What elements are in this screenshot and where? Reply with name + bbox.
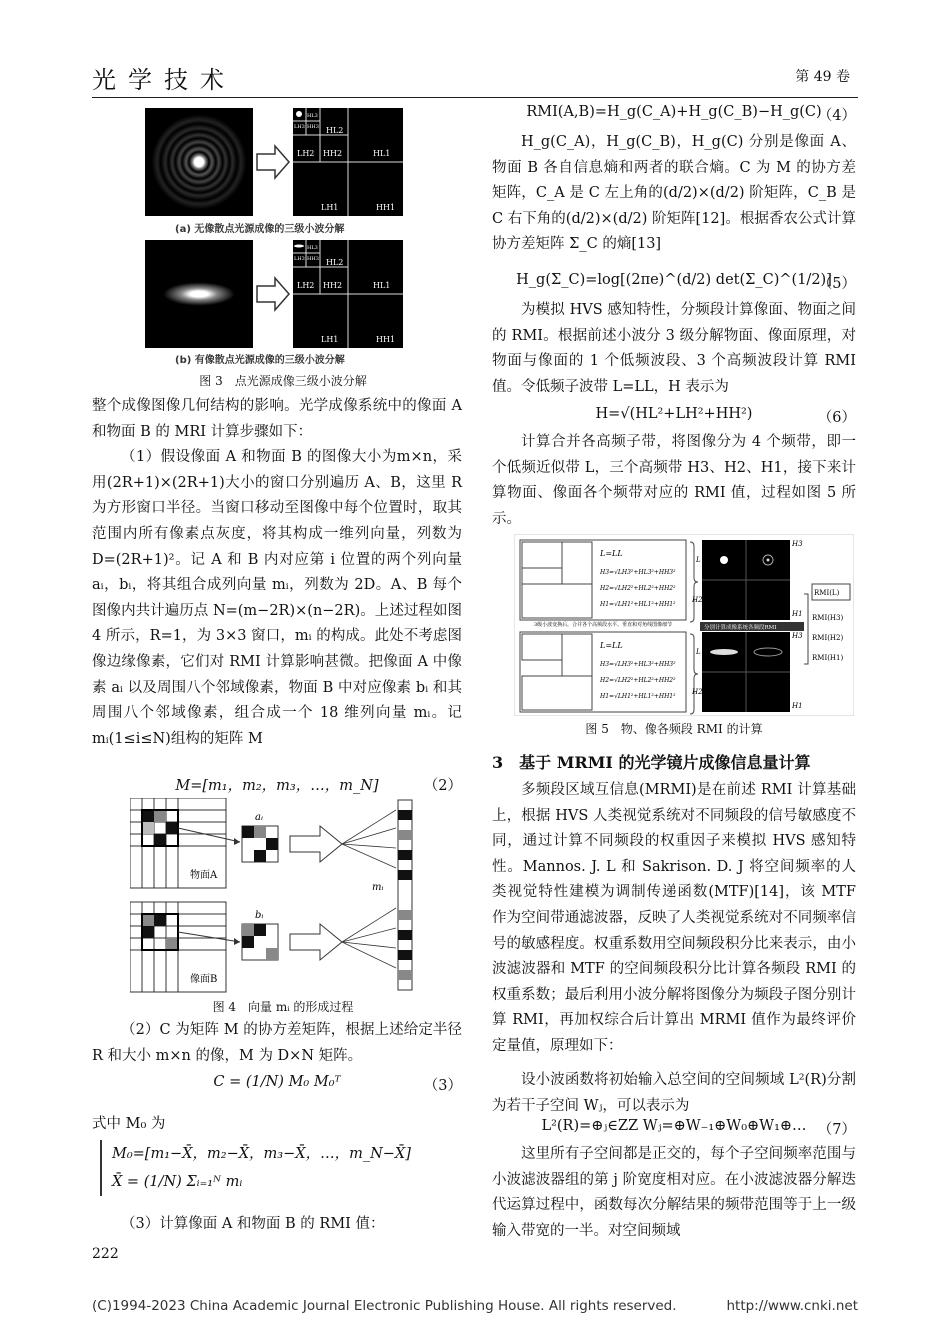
fig5-rmi-h1: RMI(H1)	[812, 654, 844, 662]
eq7-body: L²(R)=⊕ⱼ∈ZZ Wⱼ=⊕W₋₁⊕W₀⊕W₁⊕…	[541, 1118, 807, 1134]
label-hl2: HL2	[326, 126, 344, 135]
label-hh3: HH3	[307, 256, 319, 262]
paragraph: （3）计算像面 A 和物面 B 的 RMI 值：	[121, 1216, 385, 1232]
label-lh2: LH2	[297, 281, 315, 290]
paragraph: 计算合并各高频子带，将图像分为 4 个频带，即一个低频近似带 L，三个高频带 H3、H2、H1，接下来计算物面、像面各个频带对应的 RMI 值，过程如图 5 所示。	[492, 434, 856, 527]
eq4-number: （4）	[817, 108, 856, 124]
eq-m0-line: M₀=[m₁−X̄，m₂−X̄，m₃−X̄，…，m_N−X̄]	[112, 1146, 411, 1162]
equation-4	[492, 104, 856, 124]
section-3-heading: 3 基于 MRMI 的光学镜片成像信息量计算	[492, 753, 811, 772]
eq3-body: C = (1/N) M₀ M₀ᵀ	[213, 1074, 341, 1090]
fig5-h2: H2	[692, 688, 703, 696]
paragraph: 为模拟 HVS 感知特性，分频段计算像面、物面之间的 RMI。根据前述小波分 3 级分解物面、像面原理，对物面与像面的 1 个低频波段、3 个高频波段计算 RMI 值。令低频子波带 L=LL，H 表示为	[492, 302, 856, 395]
fig5-h2-formula: H2=√LH2²+HL2²+HH2²	[600, 677, 676, 684]
fig5-rmi-l: RMI(L)	[814, 589, 840, 597]
paragraph: 多频段区域互信息(MRMI)是在前述 RMI 计算基础上，根据 HVS 人类视觉系统对不同频段的信号敏感度不同，通过计算不同频段的权重因子来模拟 HVS 感知特性。Mannos. J. L 和 Sakrison. D. J 将空间频率的人类视觉特性建模为调制传递函数(MTF)[14]，该 MTF 作为空间带通滤波器，反映了人类视觉系统对不同频率信号的敏感程度。权重系数用空间频段积分比来表示，由小波滤波器和 MTF 的空间频段积分比计算各频段 RMI 的权重系数；最后利用小波分解将图像分为频段子图分别计算 RMI，再加权综合后计算出 MRMI 值作为最终评价定量值，原理如下：	[492, 782, 856, 1054]
fig5-rmi-h3: RMI(H3)	[812, 614, 844, 622]
copyright-footer	[92, 1298, 858, 1314]
fig5-h2: H2	[692, 596, 703, 604]
eq6-number: （6）	[817, 410, 856, 426]
fig4-caption: 图 4 向量 mᵢ 的形成过程	[212, 1000, 354, 1014]
equation-6	[492, 406, 856, 426]
eq5-body: H_g(Σ_C)=log[(2πe)^(d/2) det(Σ_C)^(1/2)]	[516, 272, 832, 288]
paragraph: 整个成像图像几何结构的影响。光学成像系统中的像面 A 和物面 B 的 MRI 计算步骤如下：	[92, 398, 462, 440]
fig5-h3-formula: H3=√LH3²+HL3²+HH3²	[600, 661, 676, 668]
paragraph: （2）C 为矩阵 M 的协方差矩阵，根据上述给定半径 R 和大小 m×n 的像，M 为 D×N 矩阵。	[92, 1022, 462, 1064]
equation-5	[492, 272, 856, 292]
label-hh2: HH2	[323, 149, 343, 158]
label-hh3: HH3	[307, 124, 319, 130]
paragraph: （1）假设像面 A 和物面 B 的图像大小为m×n，采用(2R+1)×(2R+1)大小的窗口分别遍历 A、B，这里 R 为方形窗口半径。当窗口移动至图像中每个位置时，取其范围内所有像素点灰度，将其构成一维列向量，列数为 D=(2R+1)²。记 A 和 B 内对应第 i 位置的两个列向量 aᵢ，bᵢ，将其组合成列向量 mᵢ，列数为 2D。A、B 每个图像内共计遍历点 N=(m−2R)×(n−2R)。上述过程如图 4 所示，R=1，为 3×3 窗口，mᵢ 的构成。此处不考虑图像边缘像素，它们对 RMI 计算影响甚微。把像面 A 中像素 aᵢ 以及周围八个邻域像素，物面 B 中对应像素 bᵢ 和其周围八个邻域像素，组合成一个 18 维列向量 mᵢ。记 mᵢ(1≤i≤N)组构的矩阵 M	[92, 449, 462, 747]
label-hh1: HH1	[376, 203, 396, 212]
grid-object-a	[130, 798, 226, 888]
fig3b-wavelet-grid	[293, 240, 403, 348]
label-object-a: 物面A	[190, 870, 218, 881]
eq4-body: RMI(A,B)=H_g(C_A)+H_g(C_B)−H_g(C)	[526, 104, 822, 120]
fig3-caption: 图 3 点光源成像三级小波分解	[199, 374, 367, 388]
fig3b-caption: (b) 有像散点光源成像的三级小波分解	[175, 355, 345, 366]
fig5-l: L	[696, 556, 701, 564]
label-lh1: LH1	[321, 335, 339, 344]
paragraph: 这里所有子空间都是正交的，每个子空间频率范围与小波滤波器组的第 j 阶宽度相对应。在小波滤波器分解迭代运算过程中，函数每次分解结果的频带范围等于上一级输入带宽的一半。对空间频域	[492, 1146, 856, 1239]
fig5-rmi-bar	[700, 622, 804, 631]
arrow-icon	[255, 276, 291, 312]
fig5-h1: H1	[792, 702, 803, 710]
fig3a-psf-image	[145, 108, 253, 216]
paragraph: 设小波函数将初始输入总空间的空间频域 L²(R)分割为若干子空间 Wⱼ，可以表示为	[492, 1072, 856, 1114]
label-mi: mᵢ	[372, 882, 384, 893]
header-rule	[92, 97, 858, 98]
left-column-text	[92, 394, 462, 752]
eq5-number: （5）	[817, 276, 856, 292]
fig3a-caption: (a) 无像散点光源成像的三级小波分解	[175, 224, 345, 235]
page-number: 222	[92, 1246, 119, 1262]
eq3-number: （3）	[423, 1078, 462, 1094]
fig5-h3: H3	[792, 632, 803, 640]
label-ai: aᵢ	[255, 812, 263, 823]
eq2-body: M=[m₁，m₂，m₃，…，m_N]	[175, 778, 379, 794]
fig5-note: 3级小波变换后，合并各个高频段水平、垂直和对角线图像细节	[534, 622, 673, 628]
fig5-h1-formula: H1=√LH1²+HL1²+HH1²	[600, 693, 676, 700]
arrow-icon	[255, 144, 291, 180]
eq7-number: （7）	[817, 1122, 856, 1138]
paragraph: H_g(C_A)，H_g(C_B)，H_g(C) 分别是像面 A、物面 B 各自信息熵和两者的联合熵。C 为 M 的协方差矩阵，C_A 是 C 左上角的(d/2)×(d/2) 阶矩阵，C_B 是 C 右下角的(d/2)×(d/2) 阶矩阵[12]。根据香农公式计算协方差矩阵 Σ_C 的熵[13]	[492, 134, 856, 253]
fig5-h1-formula: H1=√LH1²+HL1²+HH1²	[600, 601, 676, 608]
fig5-h1: H1	[792, 610, 803, 618]
fig5-bottom-panel	[520, 632, 686, 712]
equation-3	[92, 1074, 462, 1094]
equation-7	[492, 1118, 856, 1138]
grid-image-b	[130, 902, 226, 992]
copyright-text: (C)1994-2023 China Academic Journal Electronic Publishing House. All rights reserved.	[92, 1298, 677, 1314]
eq2-number: （2）	[423, 778, 462, 794]
cnki-link[interactable]: http://www.cnki.net	[726, 1298, 858, 1314]
fig5-h2-formula: H2=√LH2²+HL2²+HH2²	[600, 585, 676, 592]
fig5-ll: L=LL	[600, 641, 623, 650]
fig3b-psf-image	[145, 240, 253, 348]
label-hl3: HL3	[307, 113, 318, 119]
fig5-ll: L=LL	[600, 549, 623, 558]
paragraph: 式中 M₀ 为	[92, 1116, 166, 1132]
label-hh1: HH1	[376, 335, 396, 344]
label-hl2: HL2	[326, 258, 344, 267]
label-hl3: HL3	[307, 245, 318, 251]
fig5-l: L	[696, 648, 701, 656]
equation-2	[92, 774, 462, 795]
vector-mi	[372, 800, 412, 990]
eq-xbar-line: X̄ = (1/N) Σᵢ₌₁ᴺ mᵢ	[112, 1174, 243, 1190]
fig5-rmi-h2: RMI(H2)	[812, 634, 844, 642]
fig5-caption: 图 5 物、像各频段 RMI 的计算	[585, 722, 763, 736]
label-lh2: LH2	[297, 149, 315, 158]
fig5-top-panel	[520, 540, 686, 620]
label-bi: bᵢ	[255, 910, 264, 921]
volume-label: 第 49 卷	[795, 69, 850, 85]
journal-title: 光学技术	[92, 66, 236, 94]
label-hl1: HL1	[373, 149, 391, 158]
label-hl1: HL1	[373, 281, 391, 290]
figure-4	[130, 798, 430, 998]
eq6-body: H=√(HL²+LH²+HH²)	[595, 406, 753, 422]
equation-m0	[100, 1140, 474, 1196]
label-hh2: HH2	[323, 281, 343, 290]
fig5-h3-formula: H3=√LH3²+HL3²+HH3²	[600, 569, 676, 576]
label-lh1: LH1	[321, 203, 339, 212]
label-image-b: 像面B	[190, 974, 218, 985]
label-lh3: LH3	[294, 256, 305, 262]
figure-5	[514, 534, 854, 716]
fig5-h3: H3	[792, 540, 803, 548]
fig3a-wavelet-grid	[293, 108, 403, 216]
fig5-bar-text: 分别计算成像系统各频段RMI	[704, 625, 777, 631]
figure-3	[145, 108, 405, 373]
label-lh3: LH3	[294, 124, 305, 130]
